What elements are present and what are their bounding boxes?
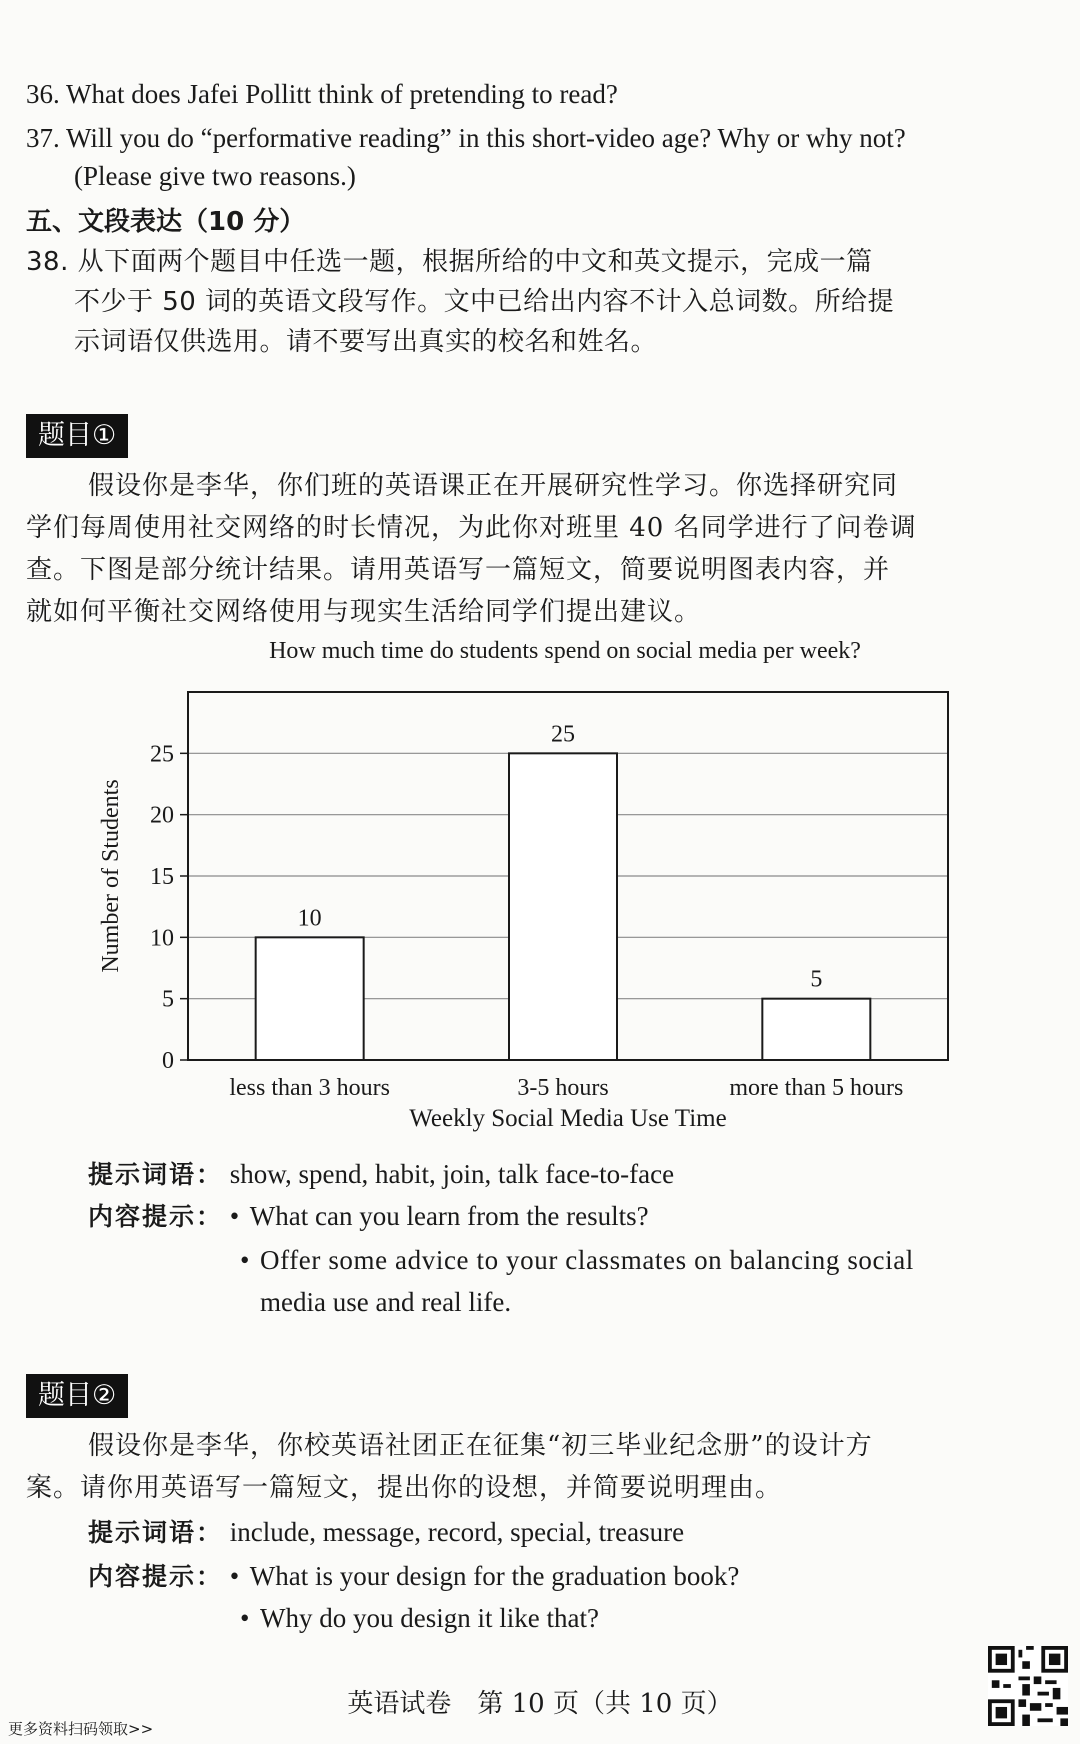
section-heading: 五、文段表达（10 分）: [26, 207, 306, 237]
y-axis-label: Number of Students: [98, 779, 124, 973]
y-tick-label: 10: [150, 925, 174, 952]
bar-value-label: 25: [551, 721, 575, 748]
topic1-content-label: 内容提示：: [88, 1202, 224, 1231]
question-36: 36. What does Jafei Pollitt think of pretending to read?: [26, 79, 618, 109]
y-tick-label: 15: [150, 864, 174, 890]
question-38-line2: 不少于 50 词的英语文段写作。文中已给出内容不计入总词数。所给提: [74, 287, 895, 317]
topic2-para-line2: 案。请你用英语写一篇短文，提出你的设想，并简要说明理由。: [26, 1473, 783, 1503]
topic1-bullet1: What can you learn from the results?: [249, 1201, 649, 1231]
topic2-bullet2-row: [240, 1598, 599, 1638]
topic2-hint-row: [88, 1512, 684, 1553]
topic1-hint-label: 提示词语：: [88, 1160, 224, 1189]
topic2-content-row: [88, 1556, 739, 1597]
qr-code-icon[interactable]: [988, 1646, 1068, 1726]
bullet-icon: •: [229, 1561, 240, 1591]
chart-title: How much time do students spend on social media per week?: [269, 640, 861, 664]
bar: [509, 753, 617, 1060]
question-37-note: (Please give two reasons.): [74, 161, 356, 191]
x-axis-label: Weekly Social Media Use Time: [409, 1105, 727, 1132]
topic1-para-line3: 查。下图是部分统计结果。请用英语写一篇短文，简要说明图表内容，并: [26, 555, 891, 585]
topic1-hint-row: [88, 1154, 674, 1195]
topic1-para-line1: 假设你是李华，你们班的英语课正在开展研究性学习。你选择研究同: [88, 471, 899, 501]
question-38-line1: 38. 从下面两个题目中任选一题，根据所给的中文和英文提示，完成一篇: [26, 247, 873, 277]
topic1-tag: 题目①: [26, 414, 128, 458]
bar-value-label: 10: [297, 905, 322, 932]
topic1-content-row: [88, 1196, 649, 1237]
topic2-hint-words: include, message, record, special, treasure: [229, 1517, 685, 1547]
topic2-bullet1: What is your design for the graduation book?: [249, 1561, 740, 1591]
x-tick-label: less than 3 hours: [229, 1075, 390, 1101]
x-tick-label: more than 5 hours: [729, 1075, 904, 1101]
page-footer: 英语试卷 第 10 页（共 10 页）: [347, 1689, 733, 1719]
topic1-hint-words: show, spend, habit, join, talk face-to-face: [229, 1159, 675, 1189]
topic1-bullet2: Offer some advice to your classmates on balancing social: [260, 1245, 914, 1275]
topic2-content-label: 内容提示：: [88, 1562, 224, 1591]
topic1-bullet2-row: [240, 1240, 914, 1280]
bullet-icon: •: [240, 1603, 250, 1633]
x-tick-label: 3-5 hours: [517, 1075, 609, 1101]
topic2-bullet2: Why do you design it like that?: [260, 1603, 599, 1633]
topic1-para-line2: 学们每周使用社交网络的时长情况，为此你对班里 40 名同学进行了问卷调: [26, 513, 917, 543]
topic2-hint-label: 提示词语：: [88, 1518, 224, 1547]
bar: [762, 999, 870, 1060]
y-tick-label: 0: [162, 1048, 174, 1074]
y-tick-label: 20: [150, 802, 174, 829]
more-resources-link[interactable]: 更多资料扫码领取>>: [8, 1720, 154, 1738]
bar-value-label: 5: [810, 966, 823, 993]
y-tick-label: 5: [162, 986, 174, 1013]
topic1-para-line4: 就如何平衡社交网络使用与现实生活给同学们提出建议。: [26, 597, 702, 627]
bar-chart: [0, 640, 1080, 1140]
y-tick-label: 25: [150, 741, 174, 768]
topic1-bullet2-cont: media use and real life.: [260, 1287, 512, 1317]
bar: [256, 937, 364, 1060]
bullet-icon: •: [240, 1245, 250, 1275]
topic2-para-line1: 假设你是李华，你校英语社团正在征集“初三毕业纪念册”的设计方: [88, 1431, 873, 1461]
bullet-icon: •: [229, 1201, 240, 1231]
question-38-line3: 示词语仅供选用。请不要写出真实的校名和姓名。: [74, 327, 658, 357]
question-37: 37. Will you do “performative reading” in this short-video age? Why or why not?: [26, 123, 906, 153]
topic2-tag: 题目②: [26, 1374, 128, 1418]
